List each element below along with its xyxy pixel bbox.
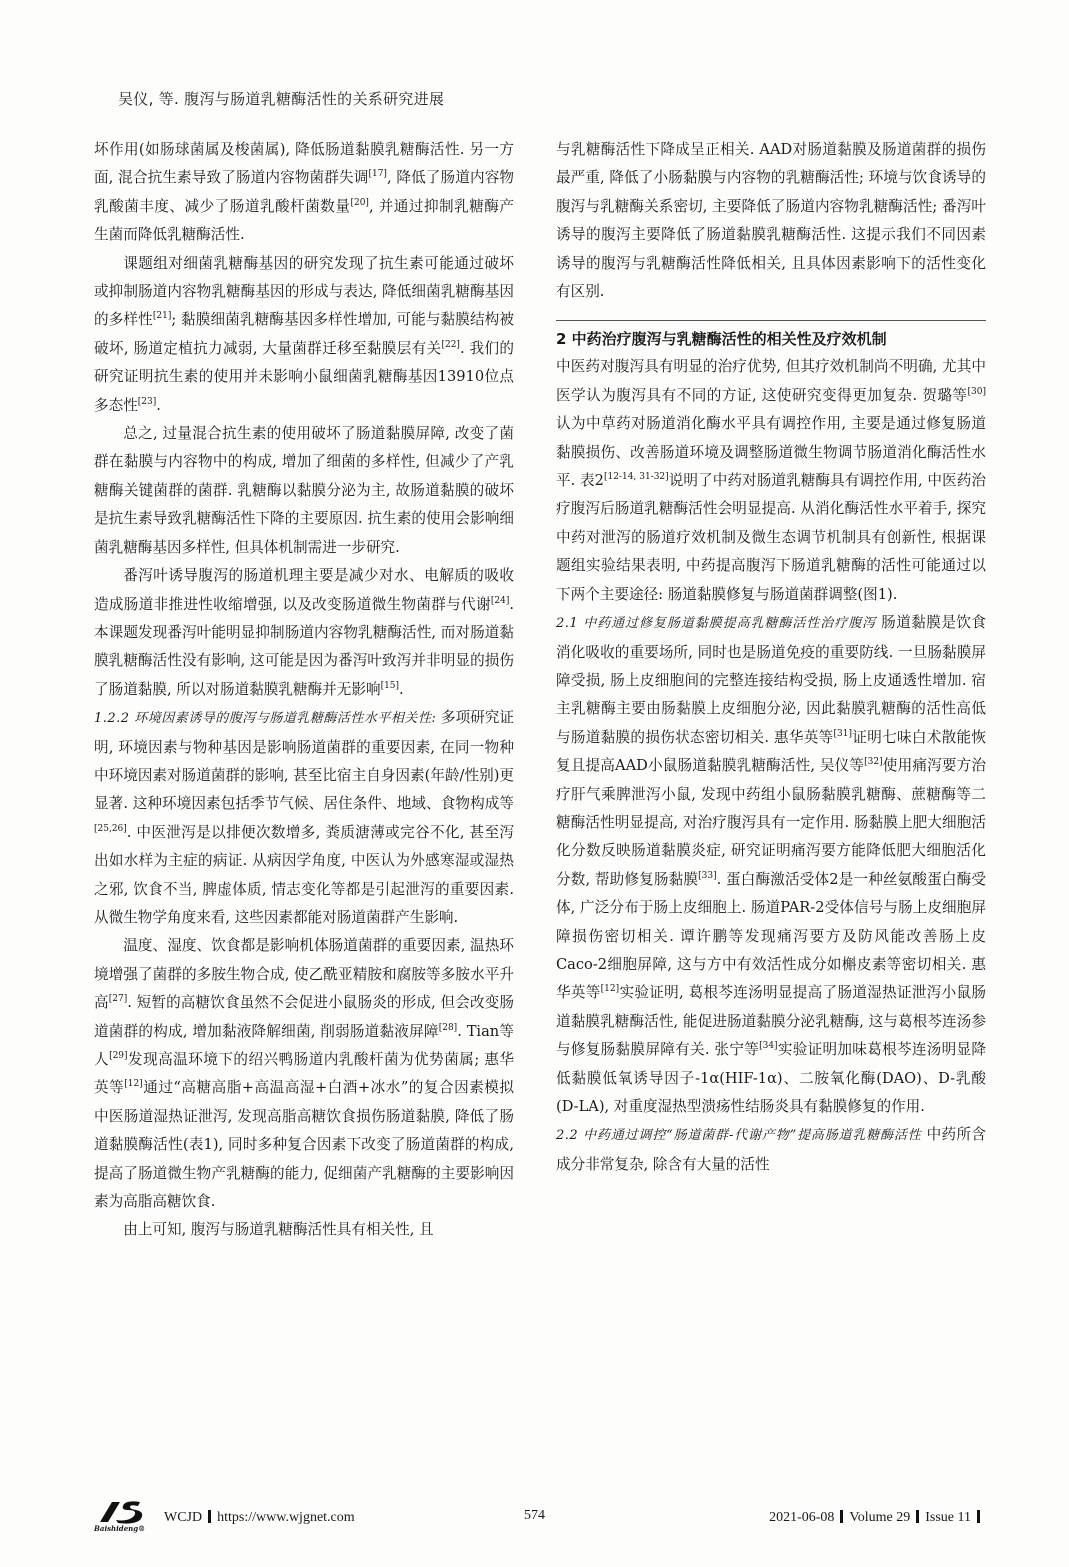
- separator-bar: [208, 1510, 211, 1523]
- citation-ref: [34]: [759, 1041, 778, 1052]
- issue: Issue 11: [925, 1510, 971, 1525]
- citation-ref: [12]: [124, 1079, 143, 1090]
- body-text: 课题组对细菌乳糖酶基因的研究发现了抗生素可能通过破坏或抑制肠道内容物乳糖酶基因的形成与表达, 降低细菌乳糖酶基因的多样性: [94, 254, 514, 329]
- citation-ref: [12]: [600, 984, 620, 995]
- body-text: . 中医泄泻是以排便次数增多, 粪质溏薄或完谷不化, 甚至泻出如水样为主症的病证. 从病因学角度, 中医认为外感寒湿或湿热之邪, 饮食不当, 脾虚体质, 情志变化等都是引起泄泻的重要因素. 从微生物学角度来看, 这些因素都能对肠道菌群产生影响.: [94, 823, 514, 926]
- citation-ref: [33]: [698, 870, 717, 881]
- paragraph: [94, 250, 514, 420]
- right-column-top: [556, 136, 986, 306]
- journal-url[interactable]: https://www.wjgnet.com: [217, 1510, 355, 1525]
- subsection-heading: 2.2 中药通过调控“肠道菌群-代谢产物”提高肠道乳糖酶活性: [556, 1128, 922, 1144]
- paragraph: [94, 562, 514, 704]
- body-text: . Tian等人: [94, 1022, 515, 1068]
- paragraph: [556, 609, 986, 1121]
- page-footer: [94, 1500, 986, 1534]
- paragraph: [94, 136, 514, 250]
- citation-ref: [27]: [108, 994, 128, 1005]
- citation-ref: [20]: [350, 197, 369, 208]
- citation-ref: [15]: [380, 680, 400, 691]
- body-text: 与乳糖酶活性下降成呈正相关. AAD对肠道黏膜及肠道菌群的损伤最严重, 降低了小肠黏膜与内容物的乳糖酶活性; 环境与饮食诱导的腹泻与乳糖酶关系密切, 主要降低了肠道内容物乳糖酶活性; 番泻叶诱导的腹泻主要降低了肠道黏膜乳糖酶活性. 这提示我们不同因素诱导的腹泻与乳糖酶活性降低相关, 且具体因素影响下的活性变化有区别.: [556, 141, 986, 301]
- right-column: [556, 136, 986, 1179]
- citation-ref: [17]: [368, 169, 387, 180]
- left-column: [94, 136, 514, 1245]
- body-text: 发现高温环境下的绍兴鸭肠道内乳酸杆菌为优势菌属; 惠华英等: [94, 1051, 514, 1097]
- body-text: 说明了中药对肠道乳糖酶具有调控作用, 中医药治疗腹泻后肠道乳糖酶活性会明显提高. 从消化酶活性水平着手, 探究中药对泄泻的肠道疗效机制及微生态调节机制具有创新性, 根据课题组实验结果表明, 中药提高腹泻下肠道乳糖酶的活性可能通过以下两个主要途径: 肠道黏膜修复与肠道菌群调整(图1).: [556, 472, 986, 603]
- section-divider: [556, 320, 986, 321]
- separator-bar: [840, 1510, 843, 1523]
- body-text: , 降低了肠道内容物乳酸菌丰度、减少了肠道乳酸杆菌数量: [94, 169, 515, 215]
- body-text: , 并通过抑制乳糖酶产生菌而降低乳糖酶活性.: [94, 197, 514, 244]
- citation-ref: [25,26]: [94, 823, 127, 834]
- body-text: 温度、湿度、饮食都是影响机体肠道菌群的重要因素, 温热环境增强了菌群的多胺生物合成, 使乙酰亚精胺和腐胺等多胺水平升高: [94, 937, 514, 1012]
- body-text: 坏作用(如肠球菌属及梭菌属), 降低肠道黏膜乳糖酶活性. 另一方面, 混合抗生素导致了肠道内容物菌群失调: [94, 141, 514, 187]
- body-text: 中药所含成分非常复杂, 除含有大量的活性: [556, 1126, 986, 1173]
- body-text: 证明七味白术散能恢复且提高AAD小鼠肠道黏膜乳糖酶活性, 吴仪等: [556, 728, 986, 775]
- volume: Volume 29: [849, 1510, 911, 1525]
- paragraph: [556, 353, 986, 609]
- citation-ref: [32]: [864, 757, 883, 768]
- body-text: 通过“高糖高脂+高温高湿+白酒+冰水”的复合因素模拟中医肠道湿热证泄泻, 发现高脂高糖饮食损伤肠道黏膜, 降低了肠道黏膜酶活性(表1), 同时多种复合因素下改变了肠道菌群的构成, 提高了肠道微生物产乳糖酶的能力, 促细菌产乳糖酶的主要影响因素为高脂高糖饮食.: [94, 1079, 514, 1211]
- body-text: .: [156, 396, 161, 414]
- body-text: 使用痛泻要方治疗肝气乘脾泄泻小鼠, 发现中药组小鼠肠黏膜乳糖酶、蔗糖酶等二糖酶活性明显提高, 对治疗腹泻具有一定作用. 肠黏膜上肥大细胞活化分数反映肠道黏膜炎症, 研究证明痛泻要方能降低肥大细胞活化分数, 帮助修复肠黏膜: [556, 757, 986, 888]
- section-heading: 2 中药治疗腹泻与乳糖酶活性的相关性及疗效机制: [556, 330, 887, 349]
- page-number: 574: [524, 1508, 545, 1523]
- subsection-heading: 1.2.2 环境因素诱导的腹泻与肠道乳糖酶活性水平相关性:: [94, 711, 437, 727]
- citation-ref: [30]: [967, 386, 986, 397]
- paragraph: [94, 932, 514, 1216]
- publisher-logo-icon: [94, 1500, 152, 1524]
- citation-ref: [23]: [137, 396, 157, 407]
- citation-ref: [21]: [152, 311, 172, 322]
- body-text: 多项研究证明, 环境因素与物种基因是影响肠道菌群的重要因素, 在同一物种中环境因素对肠道菌群的影响, 甚至比宿主自身因素(年龄/性别)更显著. 这种环境因素包括季节气候、居住条件、地域、食物构成等: [94, 709, 515, 813]
- publisher-logo: [94, 1500, 152, 1534]
- body-text: . 蛋白酶激活受体2是一种丝氨酸蛋白酶受体, 广泛分布于肠上皮细胞上. 肠道PAR-2受体信号与肠上皮细胞屏障损伤密切相关. 谭许鹏等发现痛泻要方及防风能改善肠上皮Caco-2细胞屏障, 这与方中有效活性成分如槲皮素等密切相关. 惠华英等: [556, 870, 986, 1002]
- paragraph: [556, 136, 986, 306]
- body-text: 认为中草药对肠道消化酶水平具有调控作用, 主要是通过修复肠道黏膜损伤、改善肠道环境及调整肠道微生物调节肠道消化酶活性水平. 表2: [556, 415, 986, 490]
- citation-ref: [22]: [441, 339, 460, 350]
- running-header: 吴仪, 等. 腹泻与肠道乳糖酶活性的关系研究进展: [118, 90, 445, 108]
- body-text: . 短暂的高糖饮食虽然不会促进小鼠肠炎的形成, 但会改变肠道菌群的构成, 增加黏液降解细菌, 削弱肠道黏液屏障: [94, 994, 514, 1040]
- body-text: 番泻叶诱导腹泻的肠道机理主要是减少对水、电解质的吸收造成肠道非推进性收缩增强, 以及改变肠道微生物菌群与代谢: [94, 567, 514, 613]
- publication-date: 2021-06-08: [769, 1510, 835, 1525]
- citation-ref: [29]: [109, 1051, 128, 1061]
- paragraph: [556, 1121, 986, 1179]
- footer-issue-info: [769, 1510, 986, 1526]
- body-text: . 本课题发现番泻叶能明显抑制肠道内容物乳糖酶活性, 而对肠道黏膜乳糖酶活性没有影响, 这可能是因为番泻叶致泻并非明显的损伤了肠道黏膜, 所以对肠道黏膜乳糖酶并无影响: [94, 595, 514, 698]
- separator-bar: [916, 1510, 919, 1523]
- footer-journal-info: [164, 1510, 355, 1526]
- paragraph: [94, 1216, 514, 1244]
- body-text: 总之, 过量混合抗生素的使用破坏了肠道黏膜屏障, 改变了菌群在黏膜与内容物中的构成, 增加了细菌的多样性, 但减少了产乳糖酶关键菌群的菌群. 乳糖酶以黏膜分泌为主, 故肠道黏膜的破坏是抗生素导致乳糖酶活性下降的主要原因. 抗生素的使用会影响细菌乳糖酶基因多样性, 但具体机制需进一步研究.: [94, 425, 514, 556]
- body-text: 实验证明, 葛根芩连汤明显提高了肠道湿热证泄泻小鼠肠道黏膜乳糖酶活性, 能促进肠道黏膜分泌乳糖酶, 这与葛根芩连汤参与修复肠黏膜屏障有关. 张宁等: [556, 984, 986, 1059]
- body-text: 肠道黏膜是饮食消化吸收的重要场所, 同时也是肠道免疫的重要防线. 一旦肠黏膜屏障受损, 肠上皮细胞间的完整连接结构受损, 肠上皮通透性增加. 宿主乳糖酶主要由肠黏膜上皮细胞分泌, 因此黏膜乳糖酶的活性高低与肠道黏膜的损伤状态密切相关. 惠华英等: [556, 614, 987, 746]
- body-text: .: [399, 680, 404, 698]
- publisher-logo-text: Baishideng®: [94, 1524, 146, 1533]
- paragraph: [94, 704, 514, 932]
- citation-ref: [12-14, 31-32]: [603, 472, 669, 483]
- citation-ref: [31]: [833, 728, 853, 739]
- body-text: 实验证明加味葛根芩连汤明显降低黏膜低氧诱导因子-1α(HIF-1α)、二胺氧化酶(DAO)、D-乳酸(D-LA), 对重度湿热型溃疡性结肠炎具有黏膜修复的作用.: [556, 1041, 986, 1115]
- paragraph: [94, 420, 514, 562]
- right-column-bottom: [556, 353, 986, 1179]
- body-text: 中医药对腹泻具有明显的治疗优势, 但其疗效机制尚不明确, 尤其中医学认为腹泻具有不同的方证, 这使研究变得更加复杂. 贺璐等: [556, 358, 986, 404]
- body-text: . 我们的研究证明抗生素的使用并未影响小鼠细菌乳糖酶基因13910位点多态性: [94, 339, 514, 414]
- citation-ref: [28]: [438, 1022, 458, 1033]
- journal-abbrev: WCJD: [164, 1510, 203, 1525]
- citation-ref: [24]: [490, 595, 510, 606]
- body-text: ; 黏膜细菌乳糖酶基因多样性增加, 可能与黏膜结构被破坏, 肠道定植抗力减弱, 大量菌群迁移至黏膜层有关: [94, 311, 514, 357]
- separator-bar: [977, 1510, 980, 1523]
- subsection-heading: 2.1 中药通过修复肠道黏膜提高乳糖酶活性治疗腹泻: [556, 616, 877, 632]
- body-text: 由上可知, 腹泻与肠道乳糖酶活性具有相关性, 且: [123, 1221, 434, 1239]
